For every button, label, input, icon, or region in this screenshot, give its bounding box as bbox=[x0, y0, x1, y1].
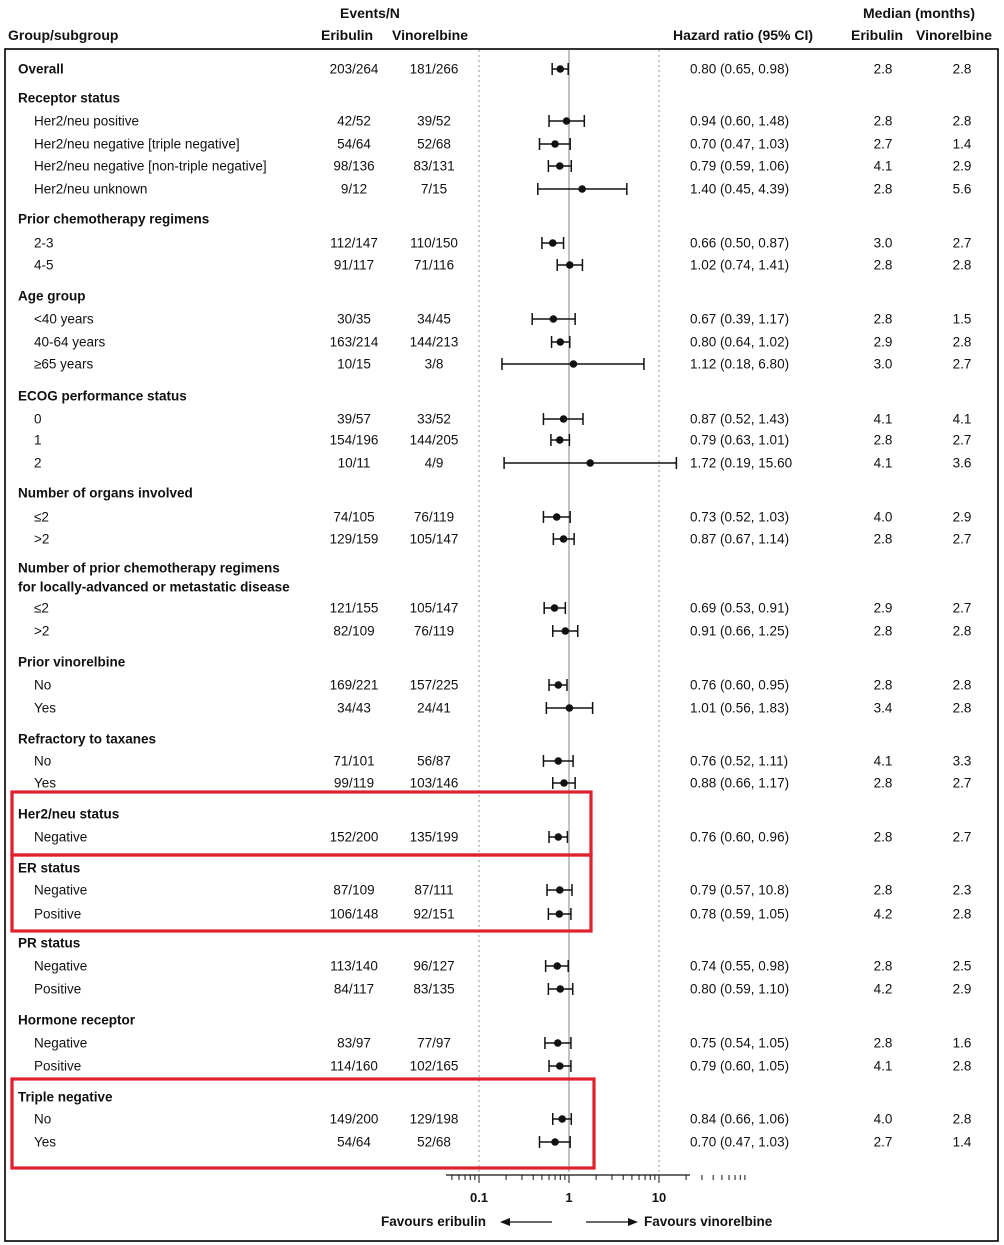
hazard-ratio-value: 1.12 (0.18, 6.80) bbox=[690, 356, 790, 372]
favours-eribulin-label: Favours eribulin bbox=[381, 1214, 487, 1229]
events-vinorelbine-value: 34/45 bbox=[417, 311, 451, 327]
group-heading: Hormone receptor bbox=[18, 1012, 136, 1028]
hazard-ratio-point bbox=[560, 535, 568, 543]
median-eribulin-value: 2.8 bbox=[873, 311, 893, 327]
hazard-ratio-value: 0.79 (0.59, 1.06) bbox=[690, 158, 790, 174]
events-vinorelbine-value: 103/146 bbox=[409, 775, 459, 791]
events-vinorelbine-value: 87/111 bbox=[414, 882, 454, 898]
hazard-ratio-value: 0.79 (0.60, 1.05) bbox=[690, 1058, 790, 1074]
events-vinorelbine-value: 3/8 bbox=[424, 356, 444, 372]
group-heading: Prior chemotherapy regimens bbox=[18, 211, 210, 227]
subgroup-label: >2 bbox=[34, 623, 50, 639]
median-vinorelbine-value: 2.9 bbox=[952, 158, 972, 174]
subgroup-label: Her2/neu unknown bbox=[34, 181, 148, 197]
hazard-ratio-point bbox=[554, 757, 562, 765]
hazard-ratio-point bbox=[560, 779, 568, 787]
median-eribulin-value: 2.8 bbox=[873, 958, 893, 974]
hazard-ratio-point bbox=[551, 604, 559, 612]
subgroup-label: No bbox=[34, 1111, 52, 1127]
events-eribulin-value: 10/11 bbox=[337, 455, 371, 471]
subgroup-label: ≥65 years bbox=[34, 356, 94, 372]
median-eribulin-value: 2.8 bbox=[873, 882, 893, 898]
median-eribulin-value: 3.0 bbox=[873, 356, 893, 372]
x-tick-label: 1 bbox=[565, 1190, 573, 1205]
median-eribulin-value: 2.8 bbox=[873, 61, 893, 77]
events-eribulin-value: 71/101 bbox=[333, 753, 375, 769]
median-vinorelbine-value: 4.1 bbox=[952, 411, 972, 427]
events-vinorelbine-value: 181/266 bbox=[409, 61, 459, 77]
hazard-ratio-value: 0.76 (0.60, 0.96) bbox=[690, 829, 790, 845]
group-heading: Receptor status bbox=[18, 90, 121, 106]
median-eribulin-value: 2.9 bbox=[873, 600, 893, 616]
hazard-ratio-value: 0.79 (0.57, 10.8) bbox=[690, 882, 790, 898]
median-vinorelbine-value: 2.8 bbox=[952, 113, 972, 129]
events-eribulin-value: 74/105 bbox=[333, 509, 375, 525]
events-vinorelbine-value: 52/68 bbox=[417, 1134, 451, 1150]
median-eribulin-value: 4.2 bbox=[873, 906, 893, 922]
hazard-ratio-value: 0.70 (0.47, 1.03) bbox=[690, 136, 790, 152]
median-eribulin-value: 2.8 bbox=[873, 1035, 893, 1051]
median-vinorelbine-value: 1.5 bbox=[952, 311, 972, 327]
hazard-ratio-point bbox=[554, 681, 562, 689]
hazard-ratio-value: 0.69 (0.53, 0.91) bbox=[690, 600, 790, 616]
median-vinorelbine-value: 2.7 bbox=[952, 432, 972, 448]
hazard-ratio-point bbox=[554, 833, 562, 841]
events-eribulin-value: 10/15 bbox=[337, 356, 371, 372]
events-eribulin-value: 129/159 bbox=[329, 531, 379, 547]
hazard-ratio-point bbox=[554, 1039, 562, 1047]
x-tick-label: 10 bbox=[651, 1190, 667, 1205]
median-vinorelbine-value: 2.8 bbox=[952, 700, 972, 716]
median-eribulin-value: 2.8 bbox=[873, 432, 893, 448]
hazard-ratio-value: 0.78 (0.59, 1.05) bbox=[690, 906, 790, 922]
median-eribulin-value: 2.8 bbox=[873, 257, 893, 273]
hazard-ratio-value: 0.91 (0.66, 1.25) bbox=[690, 623, 790, 639]
events-eribulin-value: 42/52 bbox=[337, 113, 371, 129]
median-vinorelbine-value: 2.8 bbox=[952, 61, 972, 77]
hazard-ratio-value: 0.75 (0.54, 1.05) bbox=[690, 1035, 790, 1051]
median-eribulin-value: 3.0 bbox=[873, 235, 893, 251]
hazard-ratio-point bbox=[566, 261, 574, 269]
hazard-ratio-point bbox=[562, 627, 570, 635]
median-vinorelbine-value: 2.7 bbox=[952, 356, 972, 372]
group-heading: ER status bbox=[18, 860, 81, 876]
median-eribulin-value: 2.7 bbox=[873, 136, 893, 152]
subgroup-label: <40 years bbox=[34, 311, 94, 327]
median-eribulin-header: Eribulin bbox=[851, 27, 904, 43]
group-heading: PR status bbox=[18, 935, 81, 951]
subgroup-label: Her2/neu positive bbox=[34, 113, 140, 129]
hazard-ratio-point bbox=[566, 704, 574, 712]
events-eribulin-value: 82/109 bbox=[333, 623, 375, 639]
subgroup-label: Yes bbox=[34, 1134, 57, 1150]
subgroup-label: No bbox=[34, 753, 52, 769]
subgroup-label: Her2/neu negative [triple negative] bbox=[34, 136, 240, 152]
hazard-ratio-value: 0.76 (0.60, 0.95) bbox=[690, 677, 790, 693]
hazard-ratio-value: 0.87 (0.52, 1.43) bbox=[690, 411, 790, 427]
median-eribulin-value: 2.8 bbox=[873, 531, 893, 547]
favours-vinorelbine-arrowhead bbox=[628, 1218, 638, 1226]
median-vinorelbine-value: 1.6 bbox=[952, 1035, 972, 1051]
median-eribulin-value: 2.8 bbox=[873, 775, 893, 791]
events-eribulin-value: 154/196 bbox=[329, 432, 379, 448]
median-eribulin-value: 4.2 bbox=[873, 981, 893, 997]
events-eribulin-value: 30/35 bbox=[337, 311, 371, 327]
median-vinorelbine-value: 2.7 bbox=[952, 775, 972, 791]
group-subgroup-header: Group/subgroup bbox=[8, 27, 119, 43]
events-eribulin-value: 99/119 bbox=[333, 775, 375, 791]
events-header: Events/N bbox=[340, 5, 400, 21]
subgroup-label: Yes bbox=[34, 700, 57, 716]
events-eribulin-value: 91/117 bbox=[333, 257, 375, 273]
events-eribulin-value: 152/200 bbox=[329, 829, 379, 845]
events-eribulin-value: 106/148 bbox=[329, 906, 379, 922]
events-eribulin-value: 149/200 bbox=[329, 1111, 379, 1127]
events-vinorelbine-value: 110/150 bbox=[410, 235, 458, 251]
hazard-ratio-value: 0.73 (0.52, 1.03) bbox=[690, 509, 790, 525]
hazard-ratio-value: 0.80 (0.59, 1.10) bbox=[690, 981, 790, 997]
subgroup-label: Negative bbox=[34, 958, 88, 974]
hazard-ratio-point bbox=[556, 162, 564, 170]
events-eribulin-value: 98/136 bbox=[333, 158, 375, 174]
hazard-ratio-point bbox=[556, 1062, 564, 1070]
median-vinorelbine-value: 2.7 bbox=[952, 829, 972, 845]
median-vinorelbine-value: 2.8 bbox=[952, 906, 972, 922]
events-vinorelbine-value: 129/198 bbox=[409, 1111, 459, 1127]
median-vinorelbine-value: 2.7 bbox=[952, 235, 972, 251]
median-vinorelbine-value: 2.7 bbox=[952, 600, 972, 616]
median-eribulin-value: 4.1 bbox=[873, 158, 893, 174]
median-vinorelbine-value: 2.8 bbox=[952, 1111, 972, 1127]
subgroup-label: 40-64 years bbox=[34, 334, 106, 350]
hazard-ratio-point bbox=[560, 415, 568, 423]
subgroup-label: Negative bbox=[34, 1035, 88, 1051]
events-vinorelbine-value: 24/41 bbox=[417, 700, 451, 716]
median-vinorelbine-value: 1.4 bbox=[952, 1134, 972, 1150]
x-tick-label: 0.1 bbox=[469, 1190, 489, 1205]
events-vinorelbine-value: 52/68 bbox=[417, 136, 451, 152]
events-vinorelbine-value: 77/97 bbox=[417, 1035, 451, 1051]
events-vinorelbine-header: Vinorelbine bbox=[392, 27, 468, 43]
hazard-ratio-point bbox=[553, 513, 561, 521]
hazard-ratio-point bbox=[555, 910, 563, 918]
subgroup-label: ≤2 bbox=[34, 509, 49, 525]
hazard-ratio-value: 0.76 (0.52, 1.11) bbox=[690, 753, 789, 769]
hazard-ratio-point bbox=[549, 239, 557, 247]
events-eribulin-value: 87/109 bbox=[333, 882, 375, 898]
median-vinorelbine-value: 2.8 bbox=[952, 677, 972, 693]
median-vinorelbine-header: Vinorelbine bbox=[916, 27, 992, 43]
events-eribulin-value: 34/43 bbox=[337, 700, 371, 716]
subgroup-label: Yes bbox=[34, 775, 57, 791]
hazard-ratio-value: 0.94 (0.60, 1.48) bbox=[690, 113, 790, 129]
median-vinorelbine-value: 2.8 bbox=[952, 1058, 972, 1074]
events-vinorelbine-value: 76/119 bbox=[413, 623, 455, 639]
hazard-ratio-value: 0.67 (0.39, 1.17) bbox=[690, 311, 790, 327]
events-vinorelbine-value: 39/52 bbox=[417, 113, 451, 129]
hazard-ratio-value: 0.74 (0.55, 0.98) bbox=[690, 958, 790, 974]
subgroup-label: Her2/neu negative [non-triple negative] bbox=[34, 158, 267, 174]
hazard-ratio-value: 0.84 (0.66, 1.06) bbox=[690, 1111, 790, 1127]
subgroup-label: 2-3 bbox=[34, 235, 54, 251]
hazard-ratio-point bbox=[551, 140, 559, 148]
subgroup-label: No bbox=[34, 677, 52, 693]
median-eribulin-value: 2.9 bbox=[873, 334, 893, 350]
median-vinorelbine-value: 2.5 bbox=[952, 958, 972, 974]
highlight-box-her2-neu-status bbox=[12, 792, 591, 855]
group-heading: Number of prior chemotherapy regimens bbox=[18, 560, 280, 576]
median-vinorelbine-value: 2.8 bbox=[952, 623, 972, 639]
subgroup-label: Positive bbox=[34, 981, 82, 997]
median-eribulin-value: 4.0 bbox=[873, 1111, 893, 1127]
subgroup-label: ≤2 bbox=[34, 600, 49, 616]
median-vinorelbine-value: 2.8 bbox=[952, 257, 972, 273]
events-vinorelbine-value: 4/9 bbox=[424, 455, 444, 471]
group-heading: Number of organs involved bbox=[18, 485, 193, 501]
events-vinorelbine-value: 83/135 bbox=[413, 981, 455, 997]
hazard-ratio-point bbox=[551, 1138, 559, 1146]
events-vinorelbine-value: 71/116 bbox=[413, 257, 455, 273]
events-eribulin-value: 114/160 bbox=[330, 1058, 378, 1074]
group-heading: Age group bbox=[18, 288, 86, 304]
hazard-ratio-value: 0.80 (0.65, 0.98) bbox=[690, 61, 790, 77]
events-eribulin-value: 203/264 bbox=[329, 61, 379, 77]
events-eribulin-value: 39/57 bbox=[337, 411, 371, 427]
hazard-ratio-point bbox=[553, 962, 561, 970]
hazard-ratio-value: 0.70 (0.47, 1.03) bbox=[690, 1134, 790, 1150]
hazard-ratio-point bbox=[556, 985, 564, 993]
events-vinorelbine-value: 33/52 bbox=[417, 411, 451, 427]
favours-eribulin-arrowhead bbox=[500, 1218, 510, 1226]
highlight-box-er-status bbox=[12, 855, 591, 931]
hazard-ratio-value: 1.01 (0.56, 1.83) bbox=[690, 700, 790, 716]
events-eribulin-value: 169/221 bbox=[329, 677, 379, 693]
favours-vinorelbine-label: Favours vinorelbine bbox=[644, 1214, 773, 1229]
hazard-ratio-value: 0.80 (0.64, 1.02) bbox=[690, 334, 790, 350]
median-vinorelbine-value: 3.3 bbox=[952, 753, 972, 769]
subgroup-label: 1 bbox=[34, 432, 42, 448]
events-eribulin-value: 163/214 bbox=[329, 334, 379, 350]
events-eribulin-header: Eribulin bbox=[321, 27, 374, 43]
hazard-ratio-value: 0.88 (0.66, 1.17) bbox=[690, 775, 790, 791]
median-eribulin-value: 4.1 bbox=[873, 753, 893, 769]
hazard-ratio-point bbox=[558, 1115, 566, 1123]
median-eribulin-value: 2.8 bbox=[873, 623, 893, 639]
median-eribulin-value: 4.0 bbox=[873, 509, 893, 525]
events-eribulin-value: 54/64 bbox=[337, 136, 371, 152]
median-vinorelbine-value: 1.4 bbox=[952, 136, 972, 152]
hazard-ratio-value: 1.02 (0.74, 1.41) bbox=[690, 257, 790, 273]
events-eribulin-value: 84/117 bbox=[333, 981, 375, 997]
group-heading: Triple negative bbox=[18, 1089, 113, 1105]
events-vinorelbine-value: 96/127 bbox=[413, 958, 455, 974]
subgroup-label: 4-5 bbox=[34, 257, 54, 273]
events-vinorelbine-value: 76/119 bbox=[413, 509, 455, 525]
median-eribulin-value: 2.8 bbox=[873, 181, 893, 197]
events-vinorelbine-value: 102/165 bbox=[409, 1058, 459, 1074]
median-eribulin-value: 3.4 bbox=[873, 700, 893, 716]
median-vinorelbine-value: 5.6 bbox=[952, 181, 972, 197]
hazard-ratio-point bbox=[556, 338, 564, 346]
events-vinorelbine-value: 105/147 bbox=[409, 531, 459, 547]
subgroup-label: Positive bbox=[34, 906, 82, 922]
group-heading: Refractory to taxanes bbox=[18, 731, 157, 747]
median-eribulin-value: 2.8 bbox=[873, 829, 893, 845]
events-vinorelbine-value: 83/131 bbox=[413, 158, 455, 174]
subgroup-label: 2 bbox=[34, 455, 42, 471]
subgroup-label: Overall bbox=[18, 61, 64, 77]
median-vinorelbine-value: 2.3 bbox=[952, 882, 972, 898]
events-vinorelbine-value: 144/213 bbox=[409, 334, 459, 350]
hazard-ratio-value: 1.40 (0.45, 4.39) bbox=[690, 181, 790, 197]
hazard-ratio-value: 0.87 (0.67, 1.14) bbox=[690, 531, 790, 547]
median-eribulin-value: 4.1 bbox=[873, 455, 893, 471]
plot-frame bbox=[5, 49, 998, 1241]
events-eribulin-value: 121/155 bbox=[329, 600, 379, 616]
events-eribulin-value: 113/140 bbox=[330, 958, 378, 974]
median-vinorelbine-value: 2.9 bbox=[952, 981, 972, 997]
events-eribulin-value: 54/64 bbox=[337, 1134, 371, 1150]
events-vinorelbine-value: 135/199 bbox=[409, 829, 459, 845]
hazard-ratio-point bbox=[556, 886, 564, 894]
hazard-ratio-point bbox=[550, 315, 558, 323]
hazard-ratio-value: 0.66 (0.50, 0.87) bbox=[690, 235, 790, 251]
median-vinorelbine-value: 2.9 bbox=[952, 509, 972, 525]
median-eribulin-value: 2.8 bbox=[873, 677, 893, 693]
median-vinorelbine-value: 2.7 bbox=[952, 531, 972, 547]
median-vinorelbine-value: 3.6 bbox=[952, 455, 972, 471]
median-header: Median (months) bbox=[863, 5, 975, 21]
group-heading: Her2/neu status bbox=[18, 806, 120, 822]
events-vinorelbine-value: 56/87 bbox=[417, 753, 451, 769]
hazard-ratio-point bbox=[563, 117, 571, 125]
median-eribulin-value: 4.1 bbox=[873, 1058, 893, 1074]
hazard-ratio-point bbox=[586, 459, 594, 467]
median-vinorelbine-value: 2.8 bbox=[952, 334, 972, 350]
subgroup-label: Negative bbox=[34, 829, 88, 845]
events-eribulin-value: 9/12 bbox=[340, 181, 368, 197]
group-heading: ECOG performance status bbox=[18, 388, 187, 404]
group-heading: Prior vinorelbine bbox=[18, 654, 126, 670]
events-vinorelbine-value: 7/15 bbox=[420, 181, 448, 197]
hazard-ratio-point bbox=[556, 65, 564, 73]
hazard-ratio-point bbox=[578, 185, 586, 193]
events-vinorelbine-value: 92/151 bbox=[413, 906, 455, 922]
events-eribulin-value: 112/147 bbox=[330, 235, 378, 251]
subgroup-label: Negative bbox=[34, 882, 88, 898]
events-eribulin-value: 83/97 bbox=[337, 1035, 371, 1051]
median-eribulin-value: 2.8 bbox=[873, 113, 893, 129]
hazard-ratio-value: 0.79 (0.63, 1.01) bbox=[690, 432, 790, 448]
group-heading: for locally-advanced or metastatic disease bbox=[18, 579, 290, 595]
median-eribulin-value: 2.7 bbox=[873, 1134, 893, 1150]
median-eribulin-value: 4.1 bbox=[873, 411, 893, 427]
events-vinorelbine-value: 105/147 bbox=[409, 600, 459, 616]
subgroup-label: 0 bbox=[34, 411, 42, 427]
hazard-ratio-point bbox=[556, 436, 564, 444]
hazard-ratio-point bbox=[570, 360, 578, 368]
subgroup-label: >2 bbox=[34, 531, 50, 547]
events-vinorelbine-value: 144/205 bbox=[409, 432, 459, 448]
hazard-ratio-value: 1.72 (0.19, 15.60 bbox=[690, 455, 793, 471]
events-vinorelbine-value: 157/225 bbox=[409, 677, 459, 693]
subgroup-label: Positive bbox=[34, 1058, 82, 1074]
hazard-ratio-header: Hazard ratio (95% CI) bbox=[673, 27, 814, 43]
